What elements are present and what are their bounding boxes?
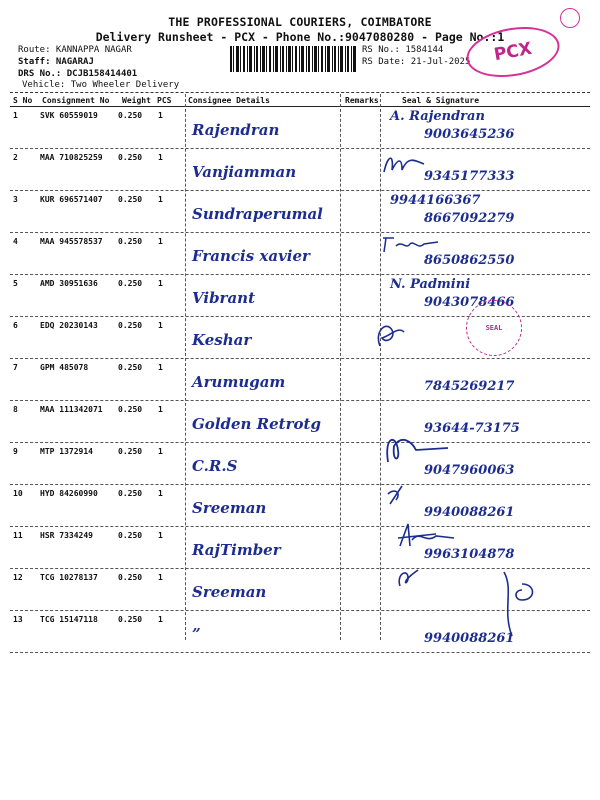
row-consignment: EDQ 20230143 [40,321,98,330]
signature-mark [396,520,456,550]
table-row [10,191,590,233]
consignee-handwriting: RajTimber [192,541,281,559]
vehicle-row [10,80,590,93]
rs-date: RS Date: 21-Jul-2025 [362,57,471,67]
col-weight: Weight [122,96,151,105]
signature-mark [382,432,452,466]
row-pcs: 1 [158,615,163,624]
row-weight: 0.250 [118,405,143,414]
vehicle-label: Vehicle: Two Wheeler Delivery [22,80,180,90]
row-consignment: MAA 111342071 [40,405,103,414]
row-consignment: MAA 710825259 [40,153,103,162]
row-weight: 0.250 [118,447,143,456]
table-row [10,359,590,401]
barcode [230,46,356,72]
row-consignment: MTP 1372914 [40,447,93,456]
signature-text: N. Padmini [390,277,471,292]
signature-mark [380,150,430,180]
row-pcs: 1 [158,363,163,372]
col-seal: Seal & Signature [402,96,480,105]
consignee-handwriting: Francis xavier [192,247,310,265]
row-pcs: 1 [158,531,163,540]
row-weight: 0.250 [118,237,143,246]
consignee-handwriting: Sundraperumal [192,205,323,223]
consignee-handwriting: Rajendran [192,121,280,139]
row-pcs: 1 [158,111,163,120]
table-row [10,401,590,443]
signature-text: 9944166367 [390,193,481,208]
phone-handwriting: 9963104878 [424,547,515,562]
rs-number: RS No.: 1584144 [362,45,444,55]
consignee-handwriting: Golden Retrotg [192,415,321,433]
staff-label: Staff: NAGARAJ [18,57,94,67]
phone-handwriting: 8667092279 [424,211,515,226]
phone-handwriting: 9043078466 [424,295,515,310]
row-consignment: SVK 60559019 [40,111,98,120]
table-row [10,233,590,275]
row-weight: 0.250 [118,111,143,120]
route-label: Route: KANNAPPA NAGAR [18,45,132,55]
row-sno: 8 [13,405,18,414]
consignee-handwriting: ” [192,625,201,643]
seal-stamp: SEAL [466,300,522,356]
document-title: THE PROFESSIONAL COURIERS, COIMBATORE [168,15,432,29]
phone-handwriting: 9345177333 [424,169,515,184]
row-sno: 12 [13,573,23,582]
row-pcs: 1 [158,489,163,498]
row-sno: 5 [13,279,18,288]
row-weight: 0.250 [118,195,143,204]
row-consignment: TCG 10278137 [40,573,98,582]
row-weight: 0.250 [118,153,143,162]
row-weight: 0.250 [118,489,143,498]
col-pcs: PCS [157,96,172,105]
row-sno: 1 [13,111,18,120]
table-row [10,443,590,485]
row-sno: 13 [13,615,23,624]
row-pcs: 1 [158,195,163,204]
consignee-handwriting: Sreeman [192,499,267,517]
row-sno: 6 [13,321,18,330]
table-row [10,527,590,569]
row-sno: 2 [13,153,18,162]
col-sno: S No [13,96,33,105]
row-pcs: 1 [158,447,163,456]
row-weight: 0.250 [118,279,143,288]
row-pcs: 1 [158,405,163,414]
row-weight: 0.250 [118,573,143,582]
row-sno: 3 [13,195,18,204]
phone-handwriting: 93644-73175 [424,421,520,436]
row-consignment: AMD 30951636 [40,279,98,288]
table-header [10,94,590,107]
row-sno: 11 [13,531,23,540]
row-consignment: GPM 485078 [40,363,89,372]
phone-handwriting: 9047960063 [424,463,515,478]
row-sno: 4 [13,237,18,246]
signature-mark [372,318,406,352]
row-sno: 10 [13,489,23,498]
row-consignment: KUR 696571407 [40,195,103,204]
row-consignment: HSR 7334249 [40,531,93,540]
phone-handwriting: 9940088261 [424,631,515,646]
signature-mark [394,564,422,588]
row-pcs: 1 [158,321,163,330]
drs-label: DRS No.: DCJB158414401 [18,69,138,79]
row-weight: 0.250 [118,321,143,330]
pcx-stamp: PCX [463,20,564,84]
row-consignment: HYD 84260990 [40,489,98,498]
phone-handwriting: 9940088261 [424,505,515,520]
document-subtitle: Delivery Runsheet - PCX - Phone No.:9047080280 - Page No.:1 [95,30,505,44]
col-remarks: Remarks [345,96,379,105]
table-row [10,107,590,149]
signature-mark [500,570,540,640]
row-pcs: 1 [158,237,163,246]
row-weight: 0.250 [118,615,143,624]
stamp-mark [560,8,580,28]
signature-mark [386,484,406,506]
table-row [10,149,590,191]
consignee-handwriting: Vanjiamman [192,163,297,181]
signature-text: A. Rajendran [390,109,485,124]
consignee-handwriting: Arumugam [192,373,286,391]
row-sno: 7 [13,363,18,372]
signature-mark [380,232,440,256]
row-sno: 9 [13,447,18,456]
consignee-handwriting: Sreeman [192,583,267,601]
phone-handwriting: 9003645236 [424,127,515,142]
table-row [10,485,590,527]
row-pcs: 1 [158,279,163,288]
row-weight: 0.250 [118,363,143,372]
consignee-handwriting: C.R.S [192,457,238,475]
col-consignee: Consignee Details [188,96,270,105]
row-consignment: TCG 15147118 [40,615,98,624]
col-consignment: Consignment No [42,96,110,105]
consignee-handwriting: Keshar [192,331,252,349]
row-weight: 0.250 [118,531,143,540]
row-pcs: 1 [158,573,163,582]
phone-handwriting: 8650862550 [424,253,515,268]
row-pcs: 1 [158,153,163,162]
phone-handwriting: 7845269217 [424,379,515,394]
consignee-handwriting: Vibrant [192,289,256,307]
row-consignment: MAA 945578537 [40,237,103,246]
